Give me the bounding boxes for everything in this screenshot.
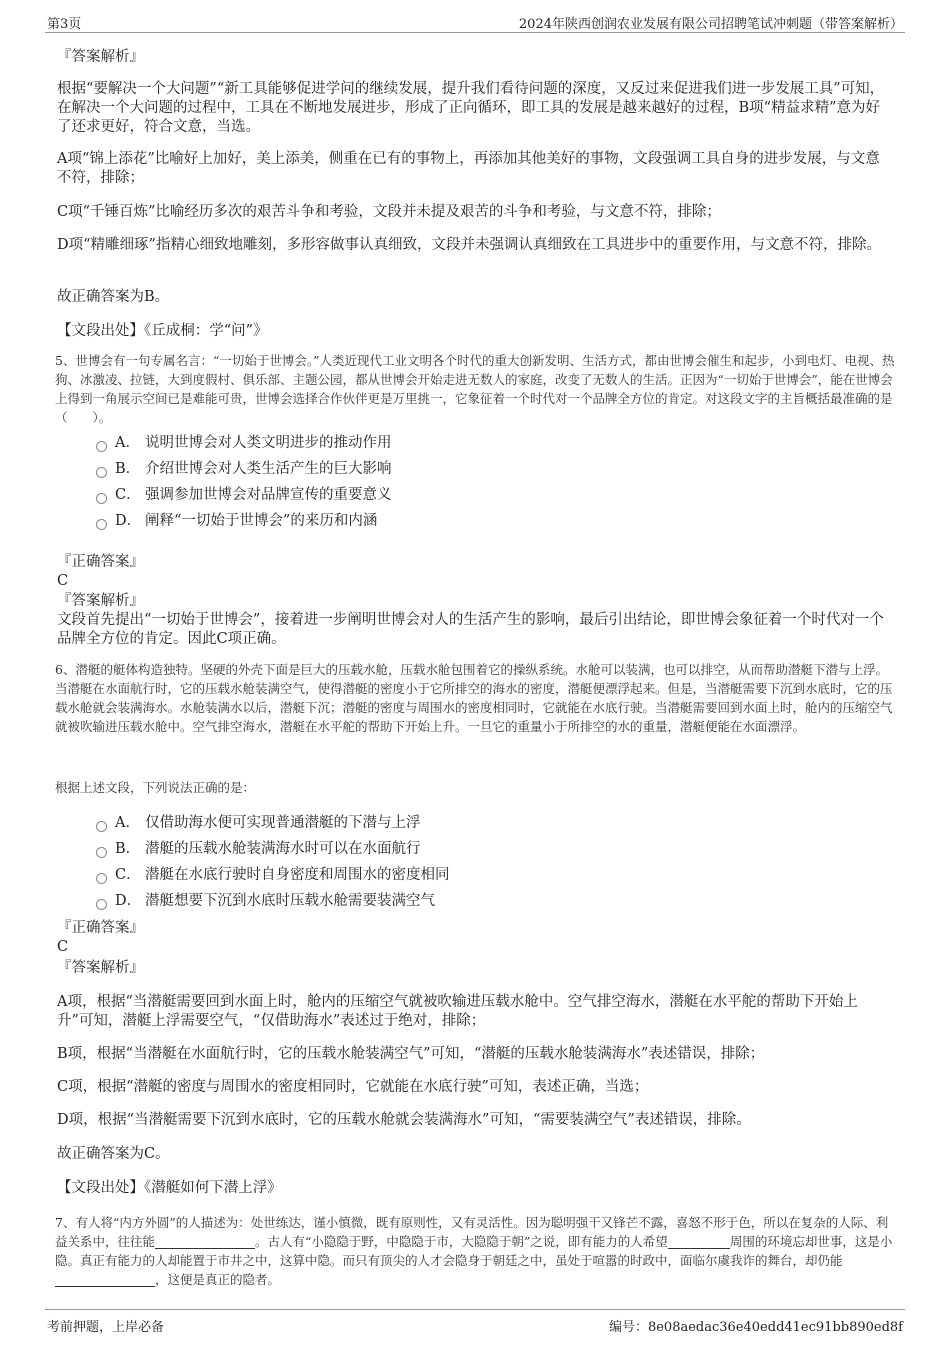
q4-analysis-p3: C项“千锤百炼”比喻经历多次的艰苦斗争和考验，文段并未提及艰苦的斗争和考验，与文意不符，排除； — [57, 204, 721, 220]
fill-blank-1[interactable] — [155, 1234, 255, 1249]
page-number: 第3页 — [47, 17, 82, 32]
q7-stem: 7、有人将“内方外圆”的人描述为：处世练达，谨小慎微，既有原则性，又有灵活性。因为聪明强干又锋芒不露，喜怒不形于色，所以在复杂的人际、利益关系中，往往能 。古人有“小隐隐于野，中隐隐于市，大隐隐于朝”之说，即有能力的人希望 周围的环境忘却世事，这是小隐。真正有能力的人却能置于市井之中，这算中隐。而只有顶尖的人才会隐身于朝廷之中，虽处于喧嚣的时政中，面临尔虞我诈的舞台，却仍能，这便是真正的隐者。 — [55, 1215, 893, 1287]
q5-option-c[interactable]: C． 强调参加世博会对品牌宣传的重要意义 — [96, 485, 392, 505]
fill-blank-2[interactable] — [668, 1234, 730, 1249]
page-footer — [45, 1309, 905, 1334]
q4-analysis-p4: D项“精雕细琢”指精心细致地雕刻，多形容做事认真细致，文段并未强调认真细致在工具进步中的重要作用，与文意不符，排除。 — [57, 237, 881, 253]
radio-icon[interactable] — [96, 899, 107, 910]
q5-analysis: 文段首先提出“一切始于世博会”，接着进一步阐明世博会对人的生活产生的影响，最后引出结论，即世博会象征着一个时代对一个品牌全方位的肯定。因此C项正确。 — [57, 612, 884, 647]
q6-stem: 6、潜艇的艇体构造独特。坚硬的外壳下面是巨大的压载水舱，压载水舱包围着它的操纵系统。水舱可以装满，也可以排空，从而帮助潜艇下潜与上浮。当潜艇在水面航行时，它的压载水舱装满空气，使得潜艇的密度小于它所排空的海水的密度，潜艇便漂浮起来。但是，当潜艇需要下沉到水底时，它的压载水舱就会装满海水。水舱装满水以后，潜艇下沉；潜艇的密度与周围水的密度相同时，它就能在水底行驶。当潜艇需要回到水面上时，舱内的压缩空气就被吹输进压载水舱中。空气排空海水，潜艇在水平舵的帮助下开始上升。一旦它的重量小于所排空的水的重量，潜艇便能在水面漂浮。 — [55, 662, 893, 734]
q6-analysis-a: A项，根据“当潜艇需要回到水面上时，舱内的压缩空气就被吹输进压载水舱中。空气排空海水，潜艇在水平舵的帮助下开始上升”可知，潜艇上浮需要空气，“仅借助海水”表述过于绝对，排除； — [57, 994, 858, 1029]
radio-icon[interactable] — [96, 847, 107, 858]
q5-option-d[interactable]: D． 阐释“一切始于世博会”的来历和内涵 — [96, 511, 377, 531]
q6-answer-summary: 故正确答案为C。 — [57, 1146, 170, 1162]
radio-icon[interactable] — [96, 493, 107, 504]
document-code: 编号：8e08aedac36e40edd41ec91bb890ed8f — [608, 1320, 903, 1335]
q4-answer: 故正确答案为B。 — [57, 289, 170, 305]
q6-analysis-c: C项，根据“潜艇的密度与周围水的密度相同时，它就能在水底行驶”可知，表述正确，当选； — [57, 1079, 649, 1095]
q4-analysis-p2: A项“锦上添花”比喻好上加好，美上添美，侧重在已有的事物上，再添加其他美好的事物，文段强调工具自身的进步发展，与文意不符，排除； — [57, 151, 880, 186]
q5-answer-label: 『正确答案』 — [57, 554, 144, 570]
q6-analysis-d: D项，根据“当潜艇需要下沉到水底时，它的压载水舱就会装满海水”可知，“需要装满空气”表述错误，排除。 — [57, 1112, 751, 1128]
fill-blank-3[interactable] — [55, 1272, 155, 1287]
radio-icon[interactable] — [96, 441, 107, 452]
radio-icon[interactable] — [96, 873, 107, 884]
document-title: 2024年陕西创润农业发展有限公司招聘笔试冲刺题（带答案解析） — [518, 17, 903, 32]
q5-stem: 5、世博会有一句专属名言：“一切始于世博会。”人类近现代工业文明各个时代的重大创新发明、生活方式，都由世博会催生和起步，小到电灯、电视、热狗、冰激凌、拉链，大到度假村、俱乐部、主题公园，都从世博会开始走进无数人的家庭，改变了无数人的生活。正因为“一切始于世博会”，能在世博会上得到一角展示空间已是难能可贵，世博会选择合作伙伴更是万里挑一，它象征着一个时代对一个品牌全方位的肯定。对这段文字的主旨概括最准确的是（ ）。 — [55, 353, 895, 425]
q6-question: 根据上述文段，下列说法正确的是： — [55, 780, 256, 795]
q5-analysis-label: 『答案解析』 — [57, 593, 144, 609]
q5-option-b[interactable]: B． 介绍世博会对人类生活产生的巨大影响 — [96, 459, 392, 479]
q6-answer: C — [57, 939, 69, 955]
footer-motto: 考前押题，上岸必备 — [47, 1320, 165, 1335]
q6-analysis-b: B项，根据“当潜艇在水面航行时，它的压载水舱装满空气”可知，“潜艇的压载水舱装满海水”表述错误，排除； — [57, 1046, 765, 1062]
q6-option-d[interactable]: D． 潜艇想要下沉到水底时压载水舱需要装满空气 — [96, 891, 435, 911]
page-header — [45, 10, 905, 33]
q6-answer-label: 『正确答案』 — [57, 920, 144, 936]
radio-icon[interactable] — [96, 821, 107, 832]
q6-option-a[interactable]: A． 仅借助海水便可实现普通潜艇的下潜与上浮 — [96, 813, 421, 833]
radio-icon[interactable] — [96, 467, 107, 478]
q6-source: 【文段出处】《潜艇如何下潜上浮》 — [57, 1180, 282, 1196]
q4-analysis-p1: 根据“要解决一个大问题”“新工具能够促进学问的继续发展，提升我们看待问题的深度，又反过来促进我们进一步发展工具”可知，在解决一个大问题的过程中，工具在不断地发展进步，形成了正向循环，即工具的发展是越来越好的过程，B项“精益求精”意为好了还求更好，符合文意，当选。 — [57, 81, 885, 135]
q4-source: 【文段出处】《丘成桐：学“问”》 — [57, 323, 268, 339]
q6-analysis-label: 『答案解析』 — [57, 960, 144, 976]
q6-option-b[interactable]: B． 潜艇的压载水舱装满海水时可以在水面航行 — [96, 839, 421, 859]
q5-answer: C — [57, 573, 69, 589]
q5-option-a[interactable]: A． 说明世博会对人类文明进步的推动作用 — [96, 433, 392, 453]
q6-option-c[interactable]: C． 潜艇在水底行驶时自身密度和周围水的密度相同 — [96, 865, 450, 885]
q4-analysis-label: 『答案解析』 — [57, 49, 144, 65]
radio-icon[interactable] — [96, 519, 107, 530]
